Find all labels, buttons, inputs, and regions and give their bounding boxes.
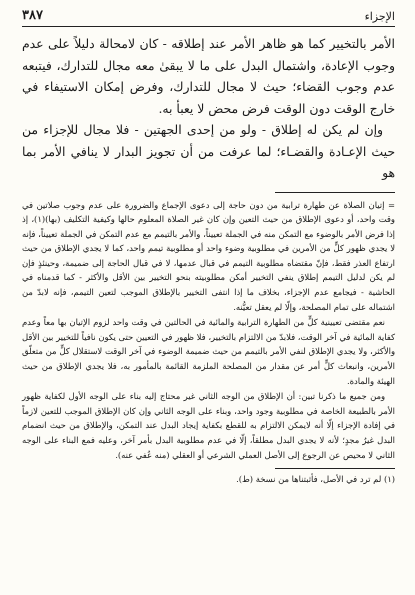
editor-notes [22, 473, 395, 486]
footnotes [22, 198, 395, 463]
footnote-paragraph: ومن جميع ما ذكرنا تبين: أن الإطلاق من الوجه الثاني غير محتاج إليه بناء على الوجه الأول لكفاية ظهور الأمر بالطبيعة الخاصة في مطلوبية وجود واحد، وبناء على الوجه الثاني وإن كان الإطلاق الموجب للتعين لازماً في إفادة الإجزاء إلّا أنه لايمكن الالتزام به للقطع بكفاية إيجاد البدل عند التمكن، والإطلاق من حيث انضمام البدل غيرُ مجدٍ؛ لأنه لا يجدي البدل مطلقاً، إلّا في عدم مطلوبية البدل بأمر آخر، وعليه فمع البناء على الوجه الثاني لا محيص عن الرجوع إلى الأصل العملي الشرعي أو العقلي (منه عُفي عنه). [22, 391, 395, 460]
book-page [22, 8, 395, 588]
running-title: الإجزاء [364, 10, 395, 23]
main-text [22, 33, 395, 184]
main-paragraph: وإن لم يكن له إطلاق - ولو من إحدى الجهتين - فلا مجال للإجزاء من حيث الإعـادة والقضـاء؛ لما عرفت من أن تجويز البدار لا ينافي الأمر بما هو [22, 122, 395, 180]
running-header [22, 8, 395, 27]
notes-divider [275, 468, 395, 469]
footnote-divider [275, 192, 395, 193]
footnote-paragraph: نعم مقتضى تعيينية كلٍّ من الطهارة الترابية والمائية في الحالتين في وقت واحد لزوم الإتيان بها معاً وعدم كفاية المائية في آخر الوقت، فلابدّ من الالتزام بالتخيير، فلا ظهور في التعيين حتى يكون نافياً للتخيير بين الأقل والأكثر، ولا يجدي الإطلاق لنفي الأمر بالتيمم من حيث ضميمة الوضوء في آخر الوقت لاستقلال كلٍّ من متعلّق الأمرين، وانبعاث كلٍّ أمر عن مقدار من المصلحة الملزمة القائمة بالمأمور به، فلا يجدي الإطلاق من حيث الهيئة والمادة. [22, 317, 395, 386]
footnote-paragraph: = إتيان الصلاة عن طهارة ترابية من دون حاجة إلى دعوى الإجماع والضرورة على عدم وجوب صلاتين في وقت واحد، أو دعوى الإطلاق من حيث التعين وإن كان غير الصلاة المعلوم حالها وكيفية التكليف (بها)(١)، إذ إذا فرض الأمر بالوضوء مع التمكن منه في الجملة تعييناً، والأمر بالتيمم مع عدم التمكن في الجملة تعييناً، فإنه لا يجدي ظهور كلٍّ من الأمرين في مطلوبية وضوء واحد أو مطلوبية تيمم واحد، كما لا يجدي الإطلاق من حيث ارتفاع العذر فقط، فإنّ مقتضاه مطلوبية التيمم في قبال عدمها، لا في قبال الحاجة إلى ضميمة، وحينئذٍ فإن لم يكن لدليل التيمم إطلاق ينفي التخيير أمكن مطلوبيته بنحو التخيير بين الأقل والأكثر - كما قدمناه في الحاشية - فيجامع عدم الإجزاء، بخلاف ما إذا انتفى التخيير بالإطلاق الموجب لتعين التيمم، فإنه لابدّ من اشتماله على تمام المصلحة، وإلّا لم يعقل تعيُّنه. [22, 199, 395, 312]
page-number: ٣٨٧ [22, 8, 43, 23]
editor-note: (١) لم ترد في الأصل، فأثبتناها من نسخة (ط). [236, 474, 395, 485]
main-paragraph: الأمر بالتخيير كما هو ظاهر الأمر عند إطلاقه - كان لامحالة دليلاً على عدم وجوب الإعادة، واشتمال البدل على ما لا يبقىٰ معه مجال للتدارك، فيتبعه عدم وجوب القضاء؛ حيث لا مجال للتدارك، وفرض إمكان الاستيفاء في خارج الوقت دون الوقت فرض محض لا يعبأ به. [22, 36, 395, 116]
